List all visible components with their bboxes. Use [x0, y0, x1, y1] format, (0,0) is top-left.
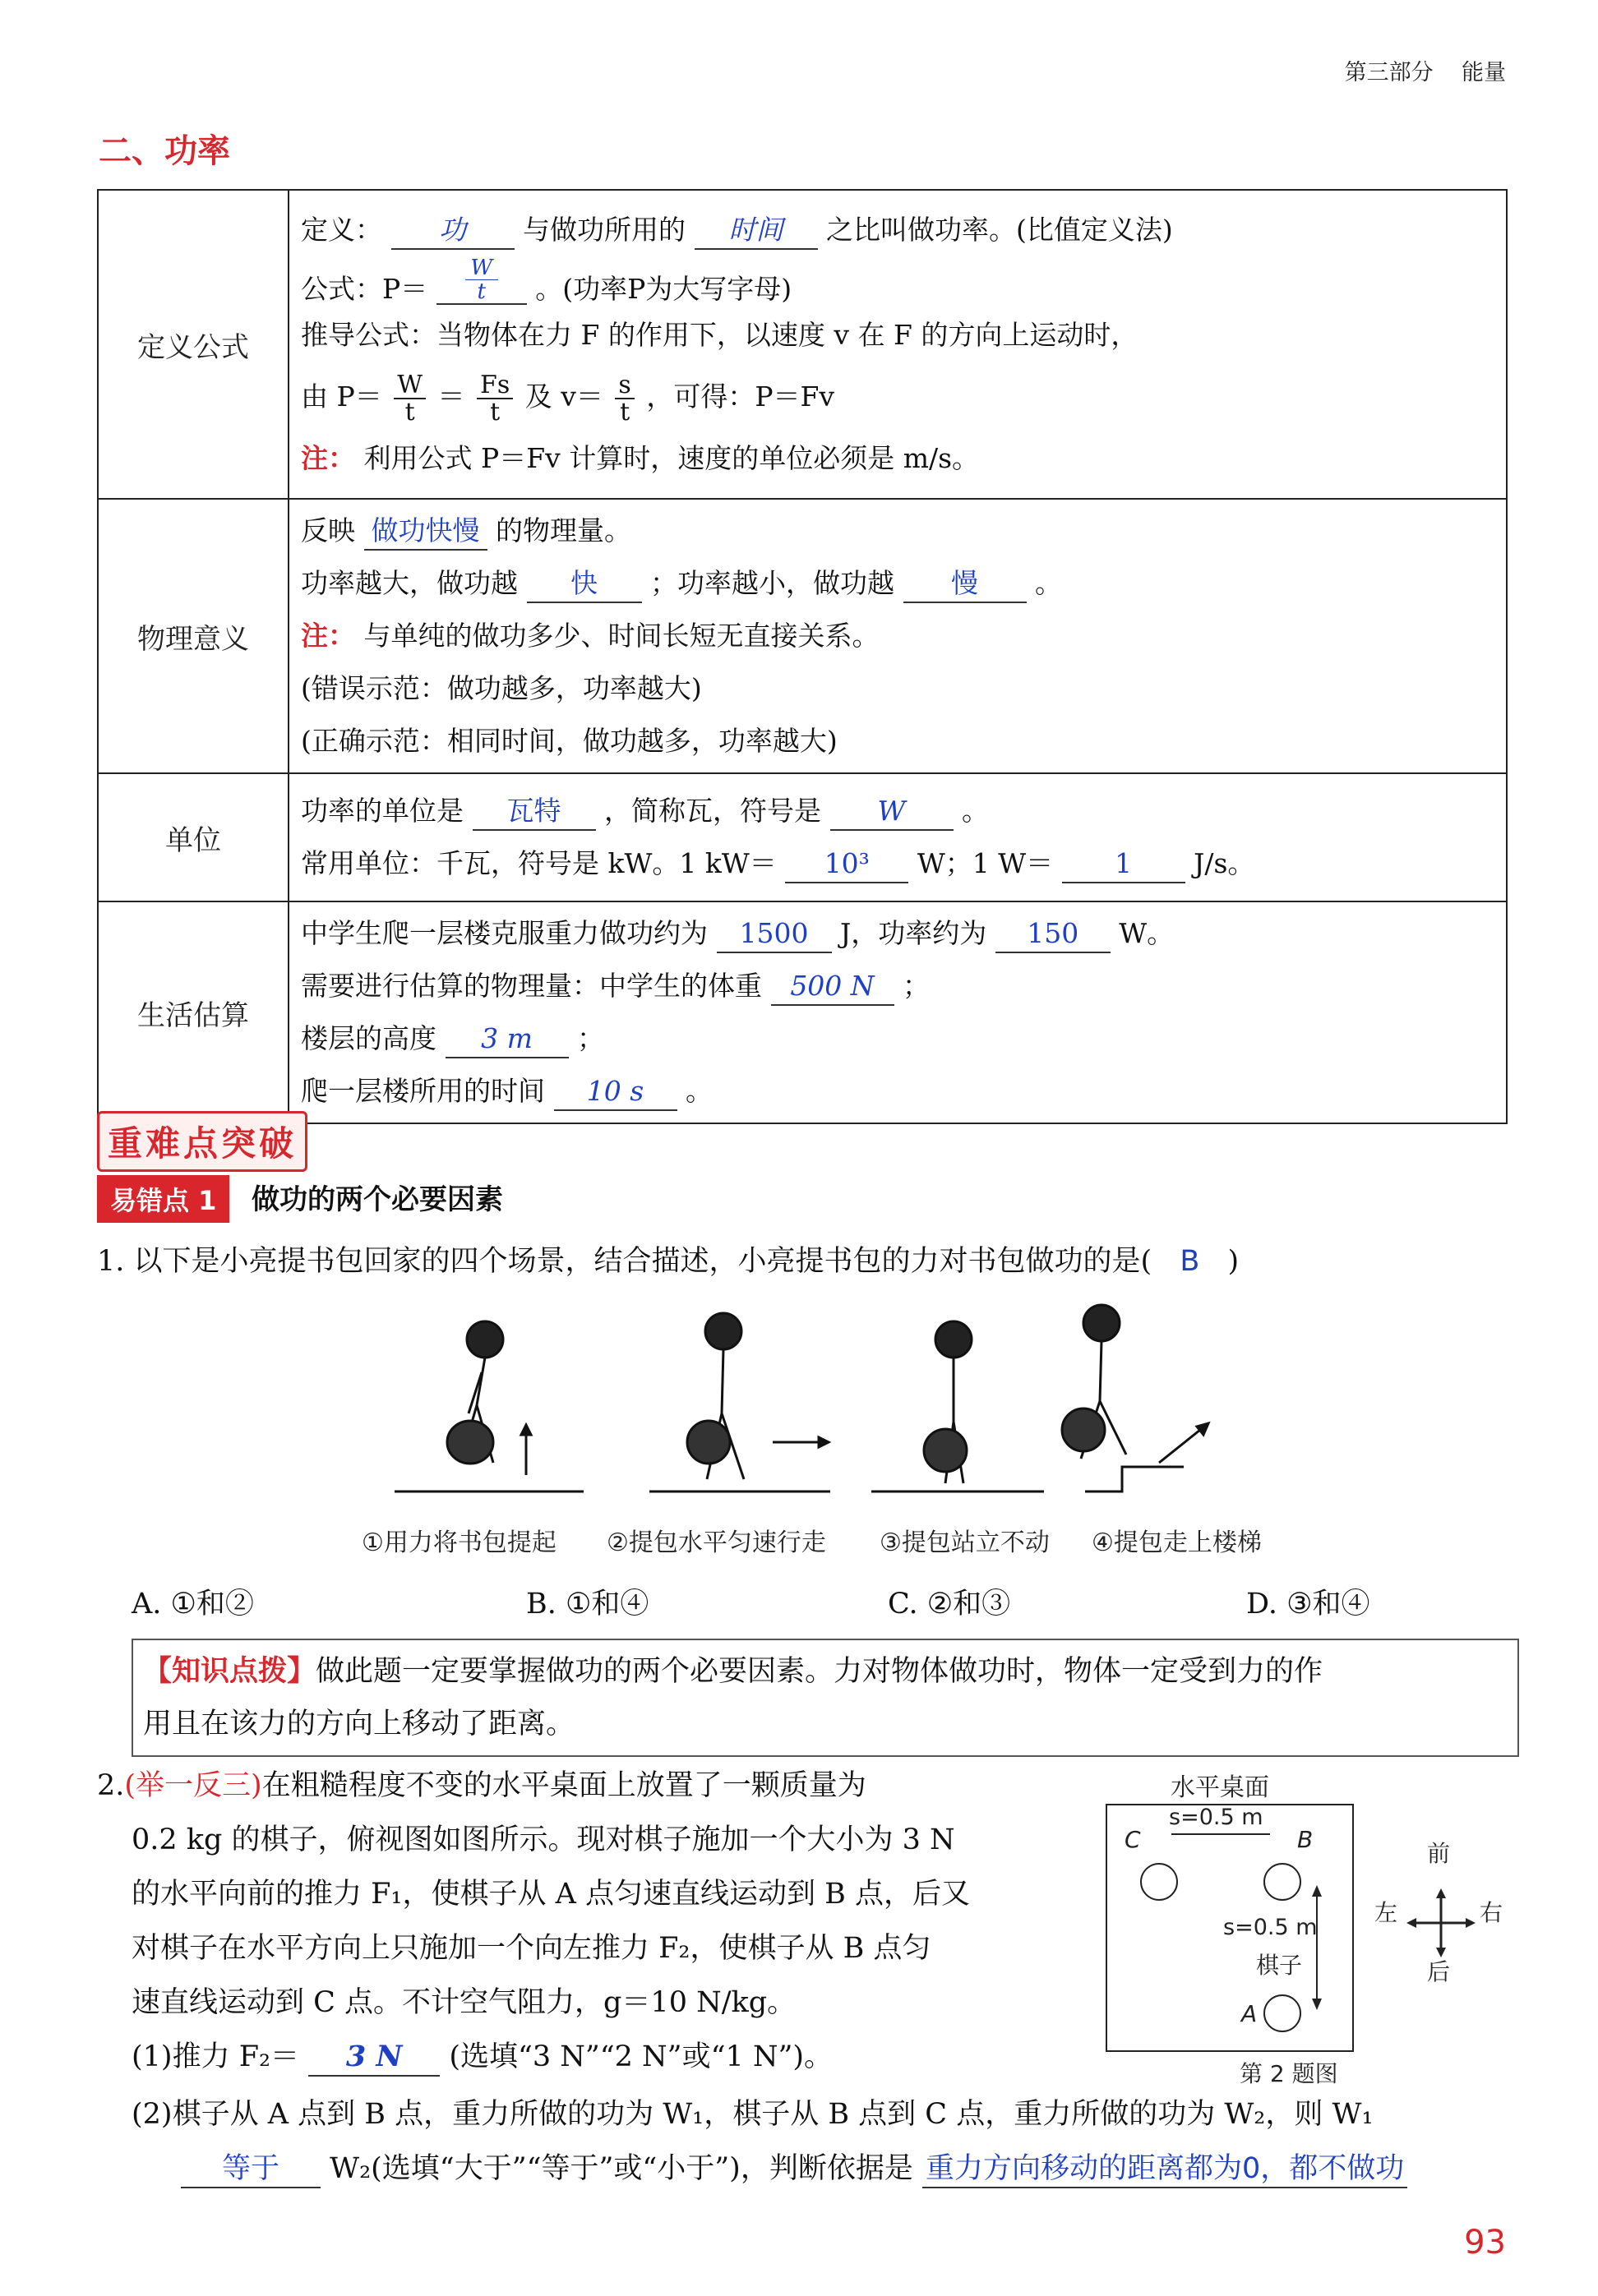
answer-blank: 重力方向移动的距离都为0，都不做功: [922, 2151, 1407, 2188]
error-point-title: 做功的两个必要因素: [252, 1183, 503, 1216]
q2-line-5: 速直线运动到 C 点。不计空气阻力，g＝10 N/kg。: [132, 1986, 797, 2019]
row-label-life: 生活估算: [98, 901, 289, 1123]
q1-option-c[interactable]: C. ②和③: [888, 1588, 1011, 1621]
life-l4-a: 爬一层楼所用的时间: [301, 1075, 545, 1107]
def-l1-b: 与做功所用的: [523, 214, 686, 246]
q2-line-1: 在粗糙程度不变的水平桌面上放置了一颗质量为: [261, 1769, 866, 1802]
def-l4-c: ，可得：P＝Fv: [646, 380, 835, 413]
page-header: [1345, 54, 1506, 86]
unit-l2-b: W；1 W＝: [917, 847, 1054, 879]
point-b-piece: [1264, 1864, 1300, 1900]
breakthrough-title: 重难点突破: [97, 1111, 307, 1172]
q1-caption-3: ③提包站立不动: [880, 1528, 1050, 1557]
fraction-denominator: t: [490, 398, 501, 426]
error-point-badge: 易错点 1: [97, 1175, 229, 1223]
direction-left: 左: [1374, 1899, 1398, 1926]
scene-2-walk: [649, 1313, 830, 1491]
row-unit: [98, 773, 1507, 901]
section-title: 二、功率: [99, 132, 230, 170]
power-table: [97, 189, 1508, 1124]
fraction-denominator: t: [620, 398, 630, 426]
q1-stem-text: 1. 以下是小亮提书包回家的四个场景，结合描述，小亮提书包的力对书包做功的是(: [97, 1245, 1152, 1278]
answer-blank: 10³: [785, 846, 908, 883]
q2-part-1: [132, 2030, 833, 2084]
direction-back: 后: [1427, 1958, 1451, 1985]
life-l3-b: ；: [577, 1022, 604, 1054]
q2-line-4: 对棋子在水平方向上只施加一个向左推力 F₂，使棋子从 B 点匀: [132, 1932, 931, 1965]
def-l3: 推导公式：当物体在力 F 的作用下，以速度 v 在 F 的方向上运动时，: [301, 319, 1138, 351]
life-l1-a: 中学生爬一层楼克服重力做功约为: [301, 917, 708, 949]
def-l2-a: 公式：P＝: [301, 273, 428, 305]
wrong-example: (错误示范：做功越多，功率越大): [301, 672, 702, 704]
right-example: (正确示范：相同时间，做功越多，功率越大): [301, 725, 838, 757]
scene-4-stairs: [1062, 1305, 1208, 1491]
answer-blank: 慢: [903, 565, 1027, 603]
def-l1-c: 之比叫做功率。(比值定义法): [826, 214, 1173, 246]
def-l4-a: 由 P＝: [301, 380, 382, 413]
row-label-meaning: 物理意义: [98, 499, 289, 773]
q1-close-paren: ): [1227, 1245, 1240, 1278]
q2-fig-s-top: s=0.5 m: [1169, 1805, 1263, 1830]
def-l1-a: 定义：: [301, 214, 382, 246]
q2-fig-c-label: C: [1125, 1826, 1141, 1853]
life-l1-c: W。: [1119, 917, 1175, 949]
note-head: 注：: [301, 442, 355, 474]
row-content-meaning: [289, 499, 1507, 773]
answer-blank: 时间: [695, 212, 818, 250]
point-a-piece: [1264, 1995, 1300, 2031]
meaning-l2-c: 。: [1035, 567, 1062, 599]
fraction: [615, 372, 634, 426]
answer-blank: 功: [391, 212, 515, 250]
answer-blank: 1500: [717, 915, 832, 953]
note-text: 利用公式 P＝Fv 计算时，速度的单位必须是 m/s。: [363, 442, 980, 474]
question-1-stem: [97, 1234, 1239, 1289]
answer-blank: 1: [1062, 846, 1185, 883]
q2-p1-b: (选填“3 N”“2 N”或“1 N”)。: [449, 2040, 834, 2073]
scene-3-stand: [871, 1321, 1044, 1491]
row-definition: [98, 190, 1507, 499]
fraction-denominator: t: [477, 279, 486, 304]
def-l4-b: 及 v＝: [524, 380, 603, 413]
meaning-l2-b: ；功率越小，做功越: [650, 567, 894, 599]
row-content-definition: [289, 190, 1507, 499]
life-l2-a: 需要进行估算的物理量：中学生的体重: [301, 970, 762, 1002]
q2-tag: (举一反三): [124, 1769, 262, 1802]
row-label-unit: 单位: [98, 773, 289, 901]
answer-blank: 快: [527, 565, 642, 603]
row-life: [98, 901, 1507, 1123]
q2-fig-piece-label: 棋子: [1256, 1952, 1303, 1979]
def-l2-b: 。(功率P为大写字母): [535, 273, 792, 305]
life-l3-a: 楼层的高度: [301, 1022, 436, 1054]
answer-blank: 10 s: [554, 1073, 677, 1111]
q1-answer: B: [1180, 1245, 1200, 1278]
q1-option-d[interactable]: D. ③和④: [1246, 1588, 1370, 1621]
row-content-life: [289, 901, 1507, 1123]
q2-fig-a-label: A: [1241, 2000, 1258, 2027]
q2-fig-s-side: s=0.5 m: [1223, 1915, 1318, 1940]
fraction: [477, 372, 513, 426]
unit-l2-a: 常用单位：千瓦，符号是 kW。1 kW＝: [301, 847, 777, 879]
header-part: 第三部分: [1344, 60, 1434, 85]
answer-blank-fraction: [436, 256, 527, 305]
scene-1-lift: [395, 1321, 584, 1491]
q2-figure-caption: 第 2 题图: [1240, 2060, 1338, 2087]
q1-option-b[interactable]: B. ①和④: [526, 1588, 649, 1621]
q2-p1-a: (1)推力 F₂＝: [132, 2040, 300, 2073]
q2-line-3: 的水平向前的推力 F₁，使棋子从 A 点匀速直线运动到 B 点，后又: [132, 1878, 970, 1911]
meaning-l1-a: 反映: [301, 514, 355, 546]
q2-fig-b-label: B: [1297, 1826, 1314, 1853]
q2-figure-title: 水平桌面: [1171, 1773, 1269, 1802]
knowledge-tip-box: [132, 1639, 1519, 1757]
q2-part-2-line-2: [181, 2142, 1407, 2196]
unit-l1-b: ，简称瓦，符号是: [604, 795, 821, 827]
q2-p2-b: W₂(选填“大于”“等于”或“小于”)，判断依据是: [330, 2152, 913, 2185]
note-head: 注：: [301, 620, 355, 652]
answer-blank: 等于: [181, 2151, 321, 2188]
fraction-numerator: W: [394, 372, 426, 400]
fraction-numerator: W: [465, 256, 498, 280]
row-content-unit: [289, 773, 1507, 901]
q2-part-2-line-1: (2)棋子从 A 点到 B 点，重力所做的功为 W₁，棋子从 B 点到 C 点，重力所做的功为 W₂，则 W₁: [132, 2098, 1374, 2131]
tip-head: 【知识点拨】: [143, 1655, 316, 1688]
header-topic: 能量: [1462, 60, 1506, 85]
point-c-piece: [1141, 1864, 1177, 1900]
fraction-denominator: t: [404, 398, 415, 426]
answer-blank: 瓦特: [473, 793, 596, 831]
unit-l2-c: J/s。: [1194, 847, 1255, 879]
q1-caption-2: ②提包水平匀速行走: [607, 1528, 826, 1557]
life-l2-b: ；: [903, 970, 930, 1002]
tip-text-1: 做此题一定要掌握做功的两个必要因素。力对物体做功时，物体一定受到力的作: [316, 1655, 1323, 1688]
answer-blank: 150: [995, 915, 1111, 953]
life-l1-b: J，功率约为: [840, 917, 987, 949]
q2-line-2: 0.2 kg 的棋子，俯视图如图所示。现对棋子施加一个大小为 3 N: [132, 1823, 955, 1856]
life-l4-b: 。: [686, 1075, 713, 1107]
tip-text-2: 用且在该力的方向上移动了距离。: [143, 1708, 575, 1740]
q1-option-a[interactable]: A. ①和②: [132, 1588, 254, 1621]
answer-blank: 500 N: [771, 968, 894, 1006]
answer-blank: 3 m: [446, 1021, 569, 1058]
fraction-numerator: s: [615, 372, 634, 400]
q1-caption-4: ④提包走上楼梯: [1092, 1528, 1262, 1557]
q1-caption-1: ①用力将书包提起: [362, 1528, 557, 1557]
row-label-definition: 定义公式: [98, 190, 289, 499]
unit-l1-a: 功率的单位是: [301, 795, 464, 827]
page-number: 93: [1464, 2224, 1506, 2261]
fraction-numerator: Fs: [477, 372, 513, 400]
row-meaning: [98, 499, 1507, 773]
equals: ＝: [437, 380, 465, 413]
meaning-l2-a: 功率越大，做功越: [301, 567, 518, 599]
fraction: [394, 372, 426, 426]
unit-l1-c: 。: [962, 795, 989, 827]
answer-blank: 做功快慢: [364, 513, 487, 551]
direction-right: 右: [1480, 1899, 1503, 1926]
direction-front: 前: [1427, 1840, 1451, 1867]
note-text: 与单纯的做功多少、时间长短无直接关系。: [363, 620, 880, 652]
q2-number: 2.: [97, 1769, 125, 1802]
meaning-l1-b: 的物理量。: [496, 514, 631, 546]
answer-blank: W: [830, 793, 954, 831]
q1-scenes-figure: [378, 1298, 1307, 1512]
answer-blank: 3 N: [308, 2039, 440, 2077]
question-2-line-1: [97, 1759, 866, 1813]
